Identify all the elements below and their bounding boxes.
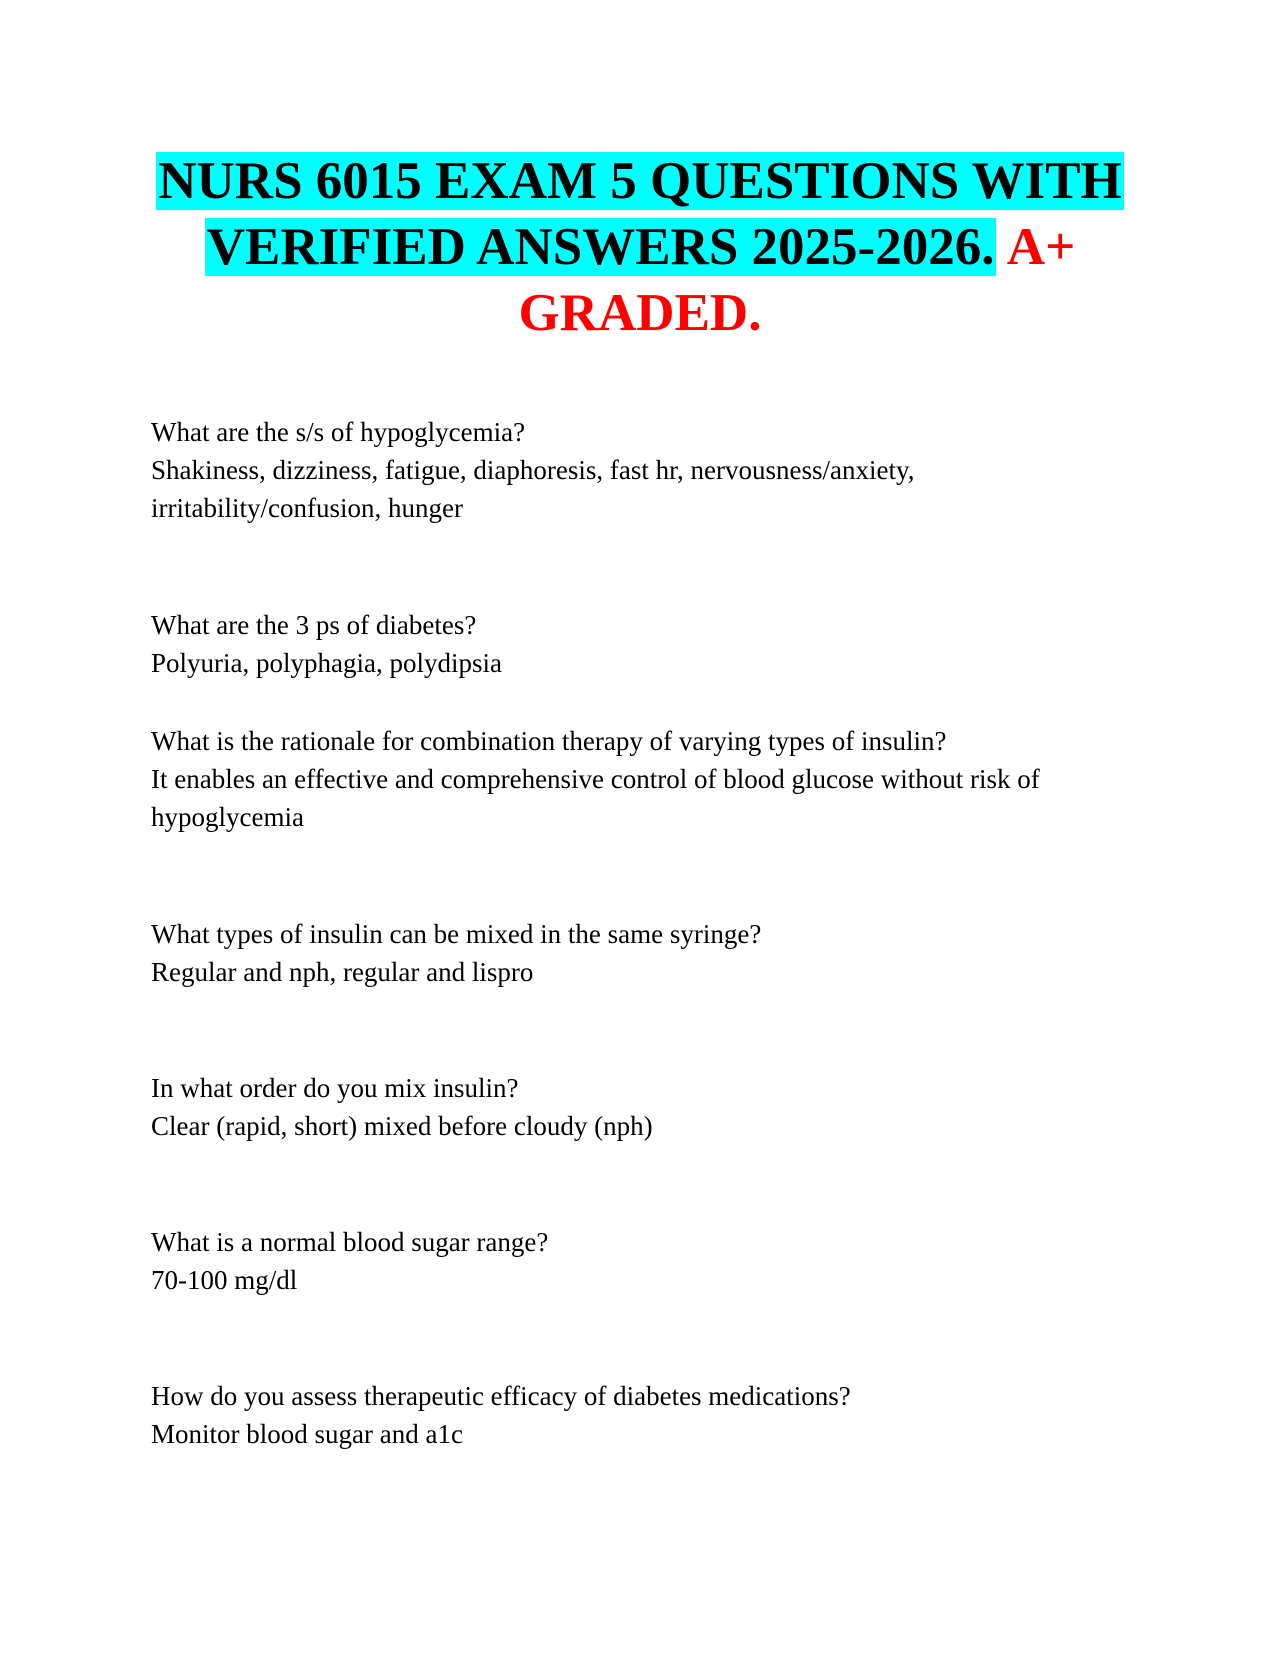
answer-text: It enables an effective and comprehensive control of blood glucose without risk of hypoglycemia [151, 764, 1040, 832]
answer-text: Monitor blood sugar and a1c [151, 1419, 463, 1449]
question-text: In what order do you mix insulin? [151, 1073, 519, 1103]
grade-label-a: A+ [1006, 218, 1076, 276]
question-text: How do you assess therapeutic efficacy of diabetes medications? [151, 1381, 851, 1411]
question-text: What are the s/s of hypoglycemia? [151, 417, 526, 447]
qa-item-3 [151, 722, 1151, 836]
question-text: What is the rationale for combination therapy of varying types of insulin? [151, 726, 947, 756]
title-line-1: NURS 6015 EXAM 5 QUESTIONS WITH [158, 152, 1122, 210]
page-title [90, 148, 1190, 346]
qa-item-5 [151, 1069, 1151, 1145]
answer-text: 70-100 mg/dl [151, 1265, 298, 1295]
question-text: What is a normal blood sugar range? [151, 1227, 549, 1257]
question-text: What are the 3 ps of diabetes? [151, 610, 477, 640]
title-line-2: VERIFIED ANSWERS 2025-2026. [206, 218, 995, 276]
qa-item-7 [151, 1377, 1151, 1453]
qa-item-6 [151, 1223, 1151, 1299]
qa-item-4 [151, 915, 1151, 991]
grade-label-b: GRADED. [518, 284, 762, 342]
qa-item-2 [151, 606, 1151, 682]
answer-text: Polyuria, polyphagia, polydipsia [151, 648, 502, 678]
question-text: What types of insulin can be mixed in the same syringe? [151, 919, 762, 949]
answer-text: Regular and nph, regular and lispro [151, 957, 534, 987]
answer-text: Shakiness, dizziness, fatigue, diaphoresis, fast hr, nervousness/anxiety, irritability/confusion, hunger [151, 455, 915, 523]
answer-text: Clear (rapid, short) mixed before cloudy (nph) [151, 1111, 653, 1141]
qa-item-1 [151, 413, 1151, 527]
